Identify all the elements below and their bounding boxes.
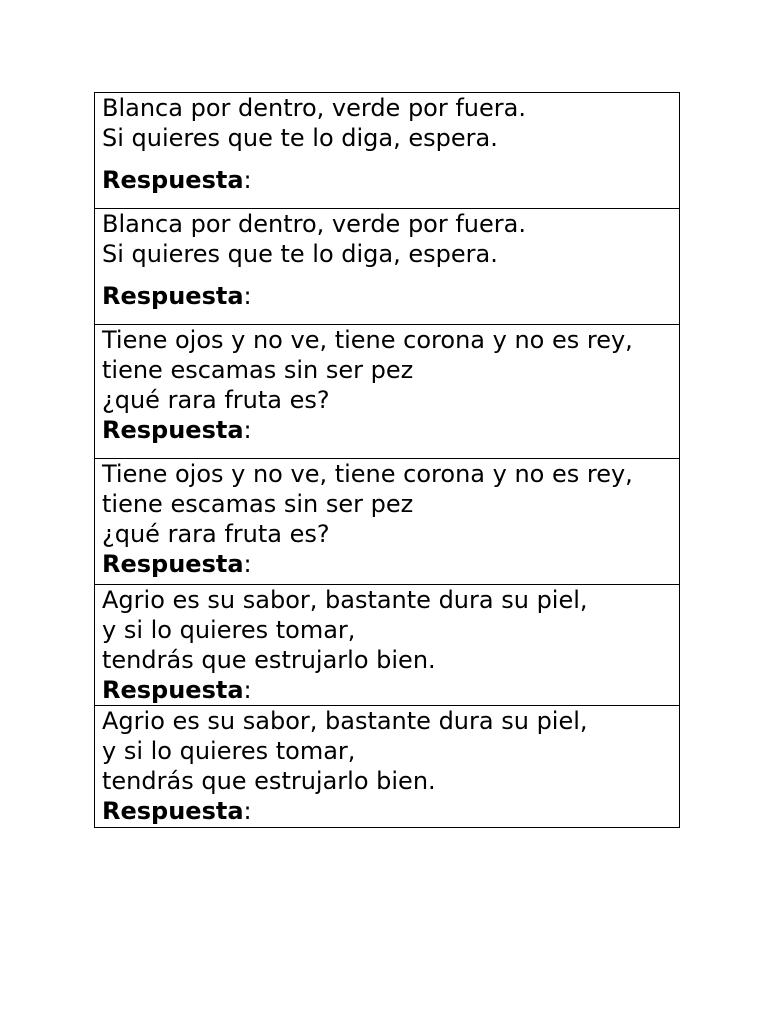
answer-line: [102, 165, 679, 195]
answer-label: Respuesta: [102, 550, 244, 578]
answer-colon: :: [243, 550, 252, 578]
riddle-line: ¿qué rara fruta es?: [102, 386, 330, 414]
riddle-line: Si quieres que te lo diga, espera.: [102, 240, 498, 268]
riddle-row: [95, 459, 680, 585]
riddle-row: [95, 585, 680, 706]
riddle-line: Agrio es su sabor, bastante dura su piel,: [102, 707, 588, 735]
answer-line: [102, 675, 679, 705]
riddle-line: y si lo quieres tomar,: [102, 737, 356, 765]
riddle-line: Blanca por dentro, verde por fuera.: [102, 94, 526, 122]
answer-label: Respuesta: [102, 166, 244, 194]
riddle-line: Agrio es su sabor, bastante dura su piel,: [102, 586, 588, 614]
riddle-line: tiene escamas sin ser pez: [102, 490, 414, 518]
riddle-row: [95, 93, 680, 209]
riddle-cell: [95, 706, 680, 828]
answer-label: Respuesta: [102, 797, 244, 825]
answer-colon: :: [243, 416, 252, 444]
riddle-line: Si quieres que te lo diga, espera.: [102, 124, 498, 152]
riddle-line: tendrás que estrujarlo bien.: [102, 767, 436, 795]
answer-colon: :: [243, 282, 252, 310]
riddle-line: tiene escamas sin ser pez: [102, 356, 414, 384]
riddle-cell: [95, 585, 680, 706]
answer-line: [102, 281, 679, 311]
riddle-row: [95, 325, 680, 459]
riddle-cell: [95, 209, 680, 325]
riddle-line: tendrás que estrujarlo bien.: [102, 646, 436, 674]
riddle-cell: [95, 459, 680, 585]
answer-colon: :: [243, 166, 252, 194]
answer-label: Respuesta: [102, 676, 244, 704]
riddle-cell: [95, 325, 680, 459]
answer-line: [102, 549, 679, 579]
riddle-cell: [95, 93, 680, 209]
answer-colon: :: [243, 676, 252, 704]
riddle-line: Blanca por dentro, verde por fuera.: [102, 210, 526, 238]
answer-colon: :: [243, 797, 252, 825]
answer-label: Respuesta: [102, 416, 244, 444]
riddle-table: [94, 92, 680, 828]
riddle-line: Tiene ojos y no ve, tiene corona y no es rey,: [102, 460, 633, 488]
riddle-line: Tiene ojos y no ve, tiene corona y no es rey,: [102, 326, 633, 354]
riddle-line: y si lo quieres tomar,: [102, 616, 356, 644]
riddle-line: ¿qué rara fruta es?: [102, 520, 330, 548]
riddle-row: [95, 706, 680, 828]
riddle-row: [95, 209, 680, 325]
answer-line: [102, 796, 679, 826]
answer-label: Respuesta: [102, 282, 244, 310]
answer-line: [102, 415, 679, 445]
